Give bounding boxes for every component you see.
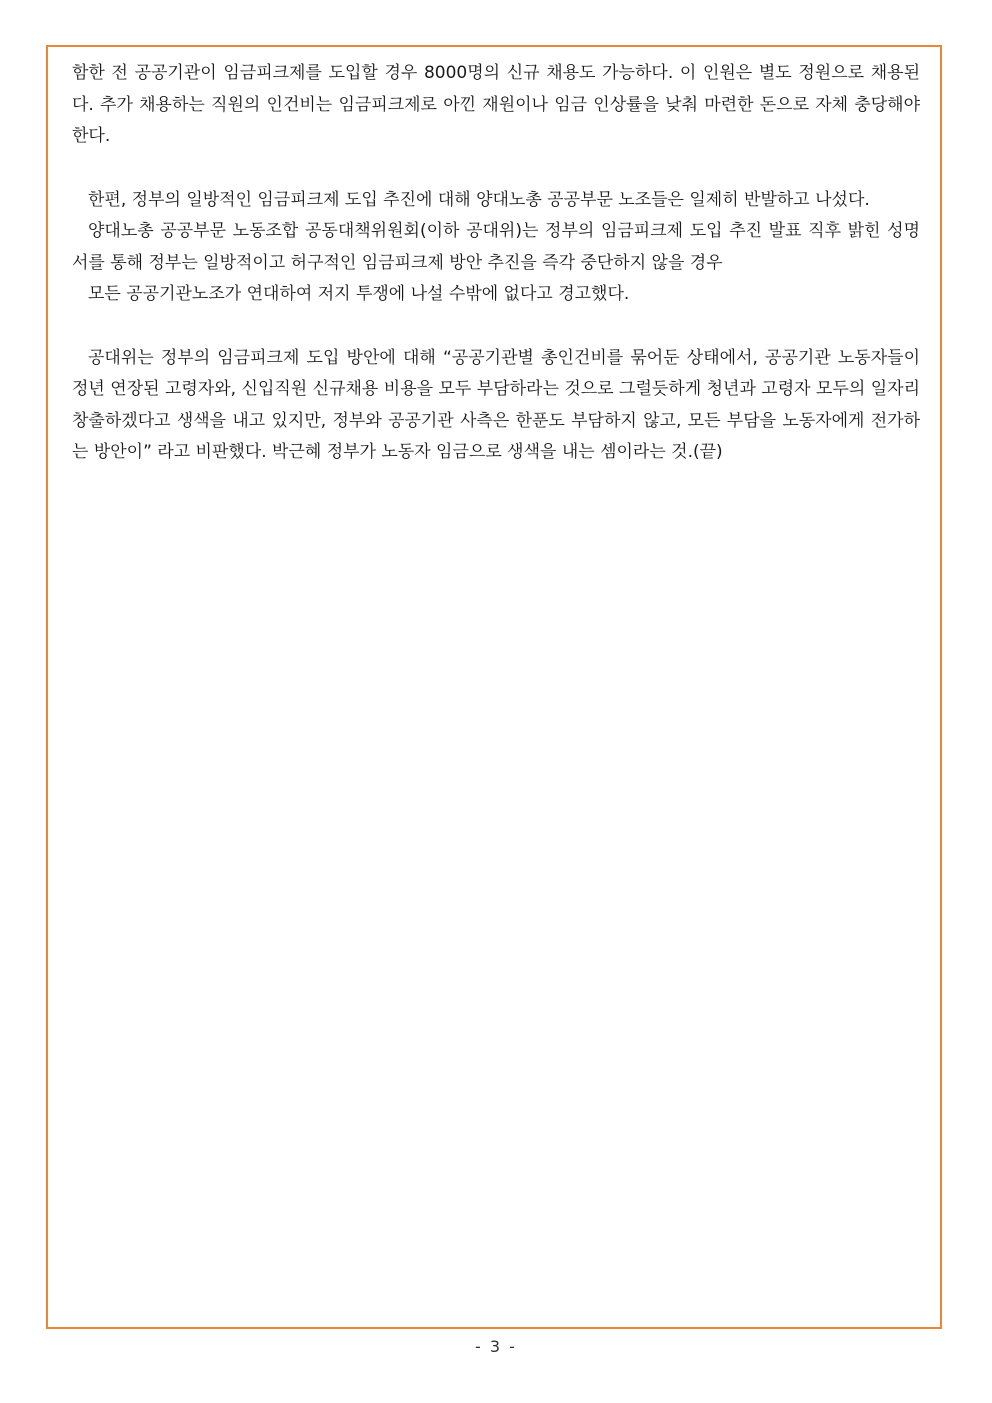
document-body — [72, 58, 920, 469]
paragraph-gap — [72, 153, 920, 185]
paragraph-intro: 함한 전 공공기관이 임금피크제를 도입할 경우 8000명의 신규 채용도 가능하다. 이 인원은 별도 정원으로 채용된다. 추가 채용하는 직원의 인건비는 임금피크제로 아낀 재원이나 임금 인상률을 낮춰 마련한 돈으로 자체 충당해야 한다. — [72, 63, 920, 146]
paragraph-warning: 모든 공공기관노조가 연대하여 저지 투쟁에 나설 수밖에 없다고 경고했다. — [88, 284, 630, 304]
paragraph-statement: 양대노총 공공부문 노동조합 공동대책위원회(이하 공대위)는 정부의 임금피크제 도입 추진 발표 직후 밝힌 성명서를 통해 정부는 일방적이고 허구적인 임금피크제 방안 추진을 즉각 중단하지 않을 경우 — [72, 221, 920, 273]
page-number: - 3 - — [475, 1337, 517, 1356]
paragraph-backlash: 한편, 정부의 일방적인 임금피크제 도입 추진에 대해 양대노총 공공부문 노조들은 일제히 반발하고 나섰다. — [88, 189, 870, 210]
paragraph-criticism: 공대위는 정부의 임금피크제 도입 방안에 대해 “공공기관별 총인건비를 묶어둔 상태에서, 공공기관 노동자들이 정년 연장된 고령자와, 신입직원 신규채용 비용을 모두 부담하라는 것으로 그럴듯하게 청년과 고령자 모두의 일자리 창출하겠다고 생색을 내고 있지만, 정부와 공공기관 사측은 한푼도 부담하지 않고, 모든 부담을 노동자에게 전가하는 방안이” 라고 비판했다. 박근혜 정부가 노동자 임금으로 생색을 내는 셈이라는 것.(끝) — [72, 347, 920, 462]
paragraph-gap — [72, 311, 920, 343]
